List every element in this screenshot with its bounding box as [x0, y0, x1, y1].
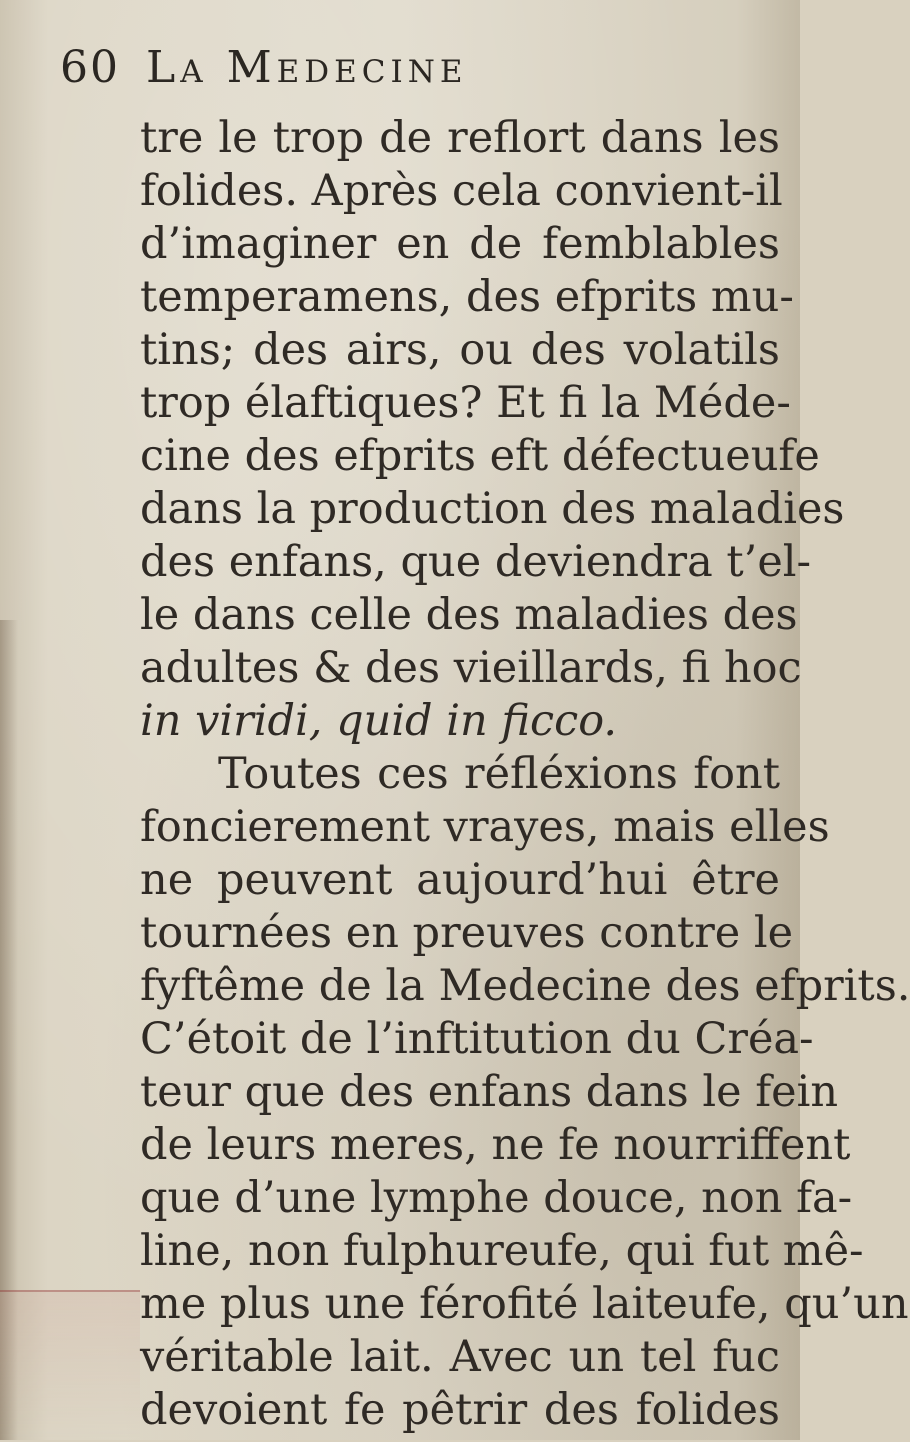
text-line: line, non fulphureufe, qui fut mê- — [140, 1226, 864, 1276]
text-line-latin: in viridi, quid in ficco. — [140, 696, 618, 746]
text-line: me plus une férofité laiteufe, qu’un — [140, 1279, 909, 1329]
text-line: que d’une lymphe douce, non fa- — [140, 1173, 853, 1223]
text-line: cine des efprits eft défectueufe — [140, 431, 820, 481]
text-line: trop élaftiques? Et fi la Méde- — [140, 378, 791, 428]
body-text — [140, 112, 910, 1437]
text-line: adultes & des vieillards, fi hoc — [140, 643, 802, 693]
text-line: ne peuvent aujourd’hui être — [140, 855, 780, 905]
paragraph-start: Toutes ces réfléxions font — [218, 749, 780, 799]
text-line: de leurs meres, ne fe nourriffent — [140, 1120, 851, 1170]
page-number: 60 — [60, 42, 120, 93]
text-line: véritable lait. Avec un tel fuc — [140, 1332, 780, 1382]
text-line: folides. Après cela convient-il — [140, 166, 783, 216]
page-edge — [0, 1290, 140, 1442]
running-title: La Medecine — [146, 42, 468, 93]
text-line: le dans celle des maladies des — [140, 590, 798, 640]
text-line: devoient fe pêtrir des folides — [140, 1385, 780, 1435]
text-line: tournées en preuves contre le — [140, 908, 794, 958]
text-line: temperamens, des efprits mu- — [140, 272, 794, 322]
text-line: foncierement vrayes, mais elles — [140, 802, 830, 852]
text-line: C’étoit de l’inftitution du Créa- — [140, 1014, 814, 1064]
text-line: tins; des airs, ou des volatils — [140, 325, 780, 375]
text-line: des enfans, que deviendra t’el- — [140, 537, 812, 587]
text-line: d’imaginer en de femblables — [140, 219, 780, 269]
text-line: tre le trop de reflort dans les — [140, 113, 780, 163]
text-line: teur que des enfans dans le fein — [140, 1067, 839, 1117]
running-head — [60, 42, 740, 112]
text-line: dans la production des maladies — [140, 484, 845, 534]
text-line: fyftême de la Medecine des efprits. — [140, 961, 910, 1011]
